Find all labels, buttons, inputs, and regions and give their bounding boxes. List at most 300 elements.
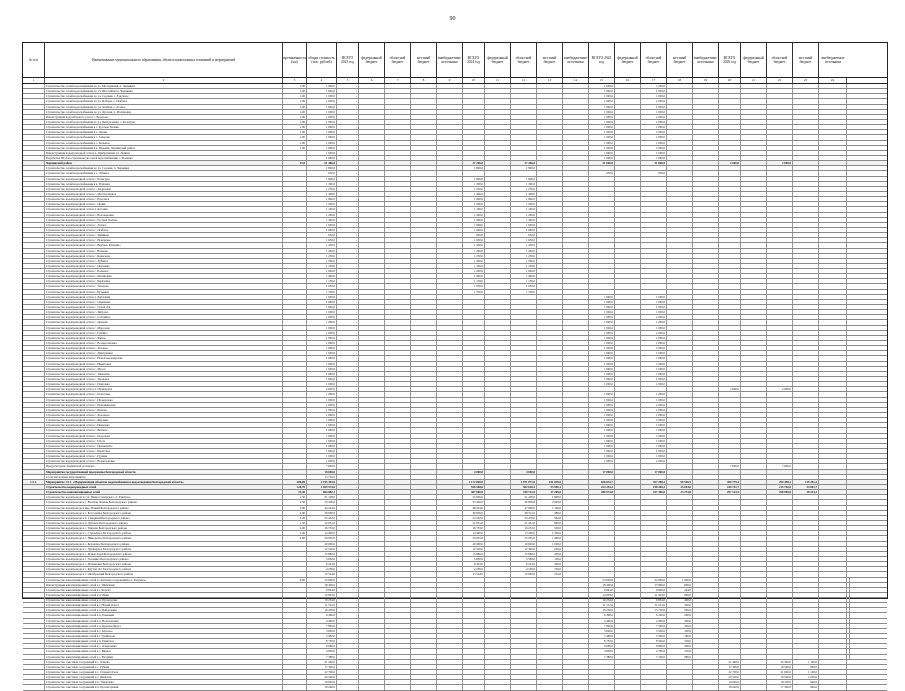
table-cell: [641, 552, 667, 556]
table-cell: [589, 284, 615, 288]
table-cell: [537, 583, 563, 587]
table-cell: [359, 449, 385, 453]
table-cell: [23, 274, 45, 278]
table-cell: [563, 649, 589, 653]
table-cell: [485, 110, 511, 114]
table-cell: [23, 634, 45, 638]
table-cell: [819, 459, 847, 463]
table-cell: 1 000,0: [307, 444, 337, 448]
table-cell: [485, 356, 511, 360]
table-cell: 16 733,0: [463, 526, 485, 530]
table-cell: [283, 583, 307, 587]
table-cell: 600,0: [537, 521, 563, 525]
table-cell: [819, 428, 847, 432]
table-cell: -: [337, 531, 359, 535]
table-cell: [819, 84, 847, 88]
table-cell: [719, 177, 741, 181]
table-cell: 38 511,0: [511, 511, 537, 515]
table-cell: [511, 685, 537, 689]
table-cell: [667, 177, 693, 181]
table-cell: 1 000,0: [307, 336, 337, 340]
table-cell: [615, 495, 641, 499]
table-cell: [719, 105, 741, 109]
table-cell: [693, 228, 719, 232]
table-cell: [641, 387, 667, 391]
table-cell: [563, 223, 589, 227]
table-cell: [667, 218, 693, 222]
table-cell: 34 955,0: [463, 536, 485, 540]
table-cell: 1 450,0: [511, 243, 537, 247]
table-cell: Строительство сетей водоснабжения по ул. Луговая, х. Малиновка: [45, 110, 283, 114]
table-cell: [411, 567, 437, 571]
table-cell: [511, 608, 537, 612]
table-cell: [741, 213, 767, 217]
table-cell: [693, 531, 719, 535]
table-cell: Строительство канализационных сетей в г. Новый Оскол: [45, 603, 283, 607]
table-cell: -: [337, 665, 359, 669]
table-cell: 1 000,0: [589, 377, 615, 381]
column-number: 7: [385, 78, 411, 83]
table-cell: 1 000,0: [641, 326, 667, 330]
table-cell: 1 000,0: [511, 223, 537, 227]
table-cell: [359, 490, 385, 494]
table-cell: Строительство водопроводной сети в с. Волоконовка: [45, 213, 283, 217]
table-cell: [437, 356, 463, 360]
table-cell: 1 000,0: [641, 449, 667, 453]
table-cell: 4 256,0: [463, 567, 485, 571]
table-cell: [615, 233, 641, 237]
table-cell: [615, 567, 641, 571]
table-cell: [693, 670, 719, 674]
table-cell: [741, 105, 767, 109]
table-cell: [719, 418, 741, 422]
table-cell: Строительство водопроводной сети в с. Холодное: [45, 413, 283, 417]
column-header: Наименование муниципального образования, объекта капитальных вложений и мероприятий: [45, 43, 283, 77]
table-cell: [563, 105, 589, 109]
table-cell: [437, 202, 463, 206]
table-cell: [437, 223, 463, 227]
table-cell: -: [337, 89, 359, 93]
table-cell: [463, 295, 485, 299]
table-cell: [385, 578, 411, 582]
table-cell: 1 800,0: [307, 166, 337, 170]
table-cell: [767, 418, 793, 422]
table-cell: [437, 572, 463, 576]
table-cell: [283, 423, 307, 427]
table-cell: [667, 449, 693, 453]
table-cell: [485, 228, 511, 232]
table-cell: [511, 665, 537, 669]
column-number: 22: [767, 78, 793, 83]
table-cell: [819, 341, 847, 345]
table-cell: [741, 218, 767, 222]
table-cell: [667, 542, 693, 546]
table-cell: [563, 238, 589, 242]
table-cell: [563, 99, 589, 103]
table-cell: [793, 619, 819, 623]
table-cell: [741, 675, 767, 679]
table-cell: [819, 547, 847, 551]
table-cell: [385, 593, 411, 597]
table-cell: [667, 459, 693, 463]
table-cell: [667, 269, 693, 273]
table-cell: [359, 454, 385, 458]
table-cell: Строительство водопроводной сети в с. Сухой Лог: [45, 305, 283, 309]
table-cell: [615, 470, 641, 474]
table-cell: [485, 685, 511, 689]
table-cell: [693, 197, 719, 201]
table-cell: Строительство водопроводной сети в с. Кузькино: [45, 290, 283, 294]
table-cell: [437, 177, 463, 181]
table-cell: -: [337, 182, 359, 186]
table-cell: [693, 290, 719, 294]
table-cell: [511, 613, 537, 617]
table-cell: 12 520,0: [463, 547, 485, 551]
table-cell: [847, 629, 850, 633]
table-cell: [23, 351, 45, 355]
table-cell: [283, 403, 307, 407]
table-cell: [537, 310, 563, 314]
table-cell: 1 050,0: [511, 284, 537, 288]
table-cell: 38 223,3: [793, 490, 819, 494]
table-cell: [23, 392, 45, 396]
table-cell: [23, 485, 45, 489]
table-cell: 18 240,0: [719, 685, 741, 689]
table-cell: [819, 552, 847, 556]
table-cell: [23, 665, 45, 669]
table-cell: [767, 500, 793, 504]
table-cell: 2 600,0: [537, 500, 563, 504]
table-cell: [819, 470, 847, 474]
table-cell: [485, 233, 511, 237]
table-cell: [819, 295, 847, 299]
table-cell: [667, 418, 693, 422]
table-cell: [463, 629, 485, 633]
table-cell: Строительство водопроводной сети в с. Малотроицкое: [45, 192, 283, 196]
table-cell: [793, 588, 819, 592]
table-cell: [719, 603, 741, 607]
table-cell: [283, 187, 307, 191]
table-cell: [693, 382, 719, 386]
table-cell: [563, 552, 589, 556]
table-cell: [485, 480, 511, 484]
table-cell: [741, 680, 767, 684]
table-cell: [615, 130, 641, 134]
table-cell: [819, 434, 847, 438]
table-cell: [511, 351, 537, 355]
table-cell: [23, 423, 45, 427]
table-cell: 1 650,0: [511, 238, 537, 242]
table-cell: [741, 254, 767, 258]
table-cell: [563, 351, 589, 355]
table-cell: [437, 305, 463, 309]
table-cell: [411, 619, 437, 623]
table-cell: [615, 449, 641, 453]
table-cell: [693, 141, 719, 145]
table-cell: Строительство водопроводной сети в с. Покровка: [45, 382, 283, 386]
table-cell: 1 450,0: [307, 243, 337, 247]
table-cell: 1 150,0: [463, 279, 485, 283]
table-cell: -: [337, 511, 359, 515]
table-cell: [741, 120, 767, 124]
table-cell: [283, 326, 307, 330]
table-cell: [819, 320, 847, 324]
table-cell: [385, 171, 411, 175]
table-cell: [719, 238, 741, 242]
table-cell: [359, 418, 385, 422]
table-cell: Строительство канализационных сетей в п. Ровеньки: [45, 613, 283, 617]
table-cell: [283, 660, 307, 664]
column-number: 5: [337, 78, 359, 83]
table-cell: [385, 151, 411, 155]
table-cell: [819, 151, 847, 155]
table-cell: 257 300,0: [641, 490, 667, 494]
table-cell: [767, 377, 793, 381]
table-cell: [719, 115, 741, 119]
table-cell: [23, 593, 45, 597]
table-cell: [615, 377, 641, 381]
table-cell: 1 000,0: [307, 413, 337, 417]
table-cell: [283, 547, 307, 551]
table-cell: Реконструкция канализационных сетей в г. Шебекино: [45, 583, 283, 587]
table-cell: [485, 336, 511, 340]
table-cell: [537, 449, 563, 453]
table-cell: [359, 171, 385, 175]
table-cell: [793, 223, 819, 227]
table-cell: [819, 197, 847, 201]
table-cell: [485, 485, 511, 489]
table-cell: [767, 583, 793, 587]
table-cell: [719, 156, 741, 160]
table-cell: [463, 619, 485, 623]
table-cell: [23, 320, 45, 324]
table-cell: [693, 439, 719, 443]
table-cell: [537, 367, 563, 371]
table-cell: [719, 141, 741, 145]
table-cell: [615, 680, 641, 684]
table-cell: [283, 223, 307, 227]
table-cell: [23, 279, 45, 283]
table-cell: [819, 480, 847, 484]
table-cell: [359, 259, 385, 263]
table-cell: [615, 511, 641, 515]
table-cell: [615, 613, 641, 617]
table-cell: [667, 521, 693, 525]
table-cell: 14 400,0: [307, 531, 337, 535]
table-cell: [463, 588, 485, 592]
table-cell: Строительство водопроводной сети в с. Большое: [45, 269, 283, 273]
table-cell: Строительство канализационных сетей в с. Валуйки: [45, 655, 283, 659]
table-cell: [741, 500, 767, 504]
table-cell: [741, 300, 767, 304]
table-cell: [767, 598, 793, 602]
table-cell: Строительство канализационных сетей и очистных сооружений в п. Разумное: [45, 578, 283, 582]
table-cell: 280 574,8: [589, 490, 615, 494]
table-cell: 387 000,0: [463, 490, 485, 494]
table-cell: 349 731,0: [511, 490, 537, 494]
table-cell: 1 900,0: [537, 536, 563, 540]
table-cell: [741, 464, 767, 468]
table-cell: [741, 413, 767, 417]
table-cell: [641, 213, 667, 217]
table-cell: Строительство водопроводной сети в с. Гущино: [45, 331, 283, 335]
table-cell: [589, 526, 615, 530]
table-cell: [719, 655, 741, 659]
table-cell: Строительство водопроводной сети в с. Орехово: [45, 320, 283, 324]
table-cell: [741, 644, 767, 648]
table-cell: [23, 464, 45, 468]
table-cell: [411, 485, 437, 489]
table-cell: [793, 351, 819, 355]
table-cell: [537, 233, 563, 237]
table-cell: [411, 135, 437, 139]
table-cell: [23, 408, 45, 412]
table-cell: [511, 84, 537, 88]
table-cell: [693, 392, 719, 396]
table-cell: [667, 300, 693, 304]
table-cell: [411, 320, 437, 324]
table-cell: [411, 151, 437, 155]
table-cell: [537, 346, 563, 350]
table-cell: [385, 603, 411, 607]
table-cell: [485, 459, 511, 463]
table-cell: 1 000,0: [307, 315, 337, 319]
table-cell: [793, 151, 819, 155]
table-cell: [411, 583, 437, 587]
table-cell: [793, 639, 819, 643]
table-cell: Строительство водопроводной сети в с. Окуневка: [45, 264, 283, 268]
table-cell: [767, 552, 793, 556]
table-cell: 13 524,0: [463, 572, 485, 576]
table-cell: [437, 629, 463, 633]
table-cell: [693, 685, 719, 689]
table-cell: [437, 99, 463, 103]
table-cell: [411, 120, 437, 124]
table-cell: -: [337, 320, 359, 324]
table-cell: -: [337, 99, 359, 103]
table-cell: 1 700,0: [463, 290, 485, 294]
table-cell: [511, 305, 537, 309]
table-cell: [511, 367, 537, 371]
table-cell: [283, 588, 307, 592]
table-cell: [693, 94, 719, 98]
table-cell: [511, 423, 537, 427]
table-cell: [819, 521, 847, 525]
table-cell: [411, 341, 437, 345]
table-cell: [589, 665, 615, 669]
table-cell: Предусмотрено бюджетной росписью: [45, 464, 283, 468]
table-cell: [283, 619, 307, 623]
table-cell: [385, 547, 411, 551]
table-cell: [385, 89, 411, 93]
table-cell: 19 040,0: [719, 680, 741, 684]
table-cell: [411, 356, 437, 360]
table-cell: -: [337, 341, 359, 345]
table-cell: [283, 670, 307, 674]
table-cell: [23, 428, 45, 432]
table-cell: 48 224,0: [463, 506, 485, 510]
table-cell: [667, 254, 693, 258]
table-cell: [819, 367, 847, 371]
table-cell: -: [337, 305, 359, 309]
table-cell: [667, 305, 693, 309]
table-cell: [693, 428, 719, 432]
table-cell: [615, 398, 641, 402]
table-cell: 8 800,0: [641, 644, 667, 648]
table-cell: [741, 202, 767, 206]
table-cell: 1 000,0: [641, 120, 667, 124]
table-cell: [693, 254, 719, 258]
table-cell: [485, 619, 511, 623]
table-cell: [23, 413, 45, 417]
table-cell: 1 029 574,6: [307, 485, 337, 489]
table-cell: 1 000,0: [589, 413, 615, 417]
table-cell: 30 856,0: [511, 500, 537, 504]
table-cell: [667, 320, 693, 324]
table-cell: [411, 644, 437, 648]
table-cell: [283, 608, 307, 612]
table-cell: [693, 398, 719, 402]
table-cell: [793, 506, 819, 510]
table-cell: [719, 269, 741, 273]
table-cell: [719, 89, 741, 93]
table-cell: [615, 603, 641, 607]
table-cell: [667, 495, 693, 499]
table-cell: [411, 613, 437, 617]
table-cell: [615, 624, 641, 628]
table-cell: [589, 187, 615, 191]
table-cell: 12 300,0: [511, 547, 537, 551]
table-cell: -: [337, 274, 359, 278]
table-cell: [563, 490, 589, 494]
table-cell: [819, 613, 847, 617]
table-cell: [437, 552, 463, 556]
table-cell: [463, 146, 485, 150]
table-cell: 10 254,0: [307, 598, 337, 602]
table-cell: [511, 130, 537, 134]
table-cell: [485, 259, 511, 263]
table-cell: [693, 578, 719, 582]
table-cell: [563, 171, 589, 175]
table-cell: [719, 511, 741, 515]
table-cell: [385, 372, 411, 376]
table-cell: [511, 578, 537, 582]
table-cell: 1 200,0: [463, 213, 485, 217]
table-cell: [667, 372, 693, 376]
table-cell: [767, 511, 793, 515]
table-cell: 4 000,0: [511, 470, 537, 474]
table-cell: [463, 125, 485, 129]
table-cell: [385, 377, 411, 381]
table-cell: 600,0: [667, 593, 693, 597]
table-cell: [767, 542, 793, 546]
table-cell: [385, 351, 411, 355]
table-cell: [359, 120, 385, 124]
table-cell: [767, 331, 793, 335]
table-cell: [463, 413, 485, 417]
table-cell: 1 000,0: [307, 449, 337, 453]
table-cell: [359, 655, 385, 659]
table-cell: [437, 187, 463, 191]
table-cell: [485, 428, 511, 432]
table-cell: [437, 264, 463, 268]
table-cell: [641, 572, 667, 576]
table-cell: 17 300,0: [307, 665, 337, 669]
table-cell: [23, 249, 45, 253]
table-cell: Строительство водопроводных сетей: [45, 485, 283, 489]
table-cell: [641, 562, 667, 566]
table-cell: [793, 346, 819, 350]
